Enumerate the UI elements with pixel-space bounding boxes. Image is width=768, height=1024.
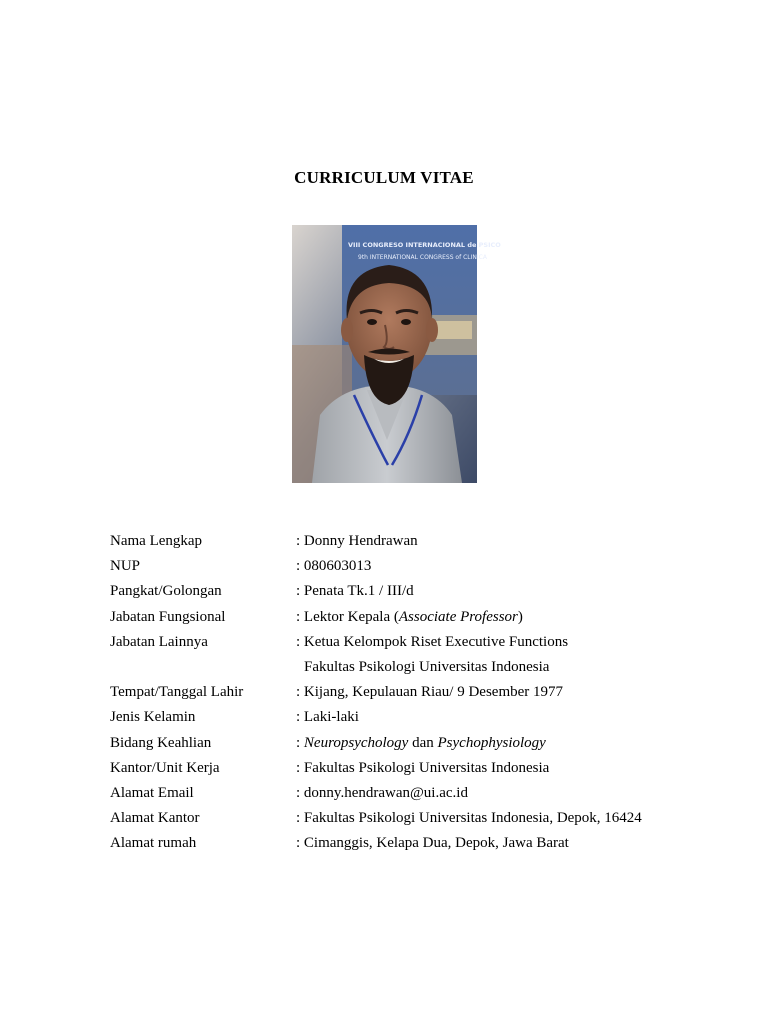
field-label: Pangkat/Golongan (110, 583, 222, 600)
field-value: : Donny Hendrawan (296, 533, 418, 549)
field-row-nup (110, 556, 710, 581)
field-row-tempat-tanggal-lahir (110, 682, 710, 707)
field-value: : Penata Tk.1 / III/d (296, 583, 414, 600)
field-row-jabatan-lainnya (110, 632, 710, 657)
field-label: Alamat Kantor (110, 810, 200, 827)
field-row-jabatan-lainnya-continued (110, 657, 710, 682)
field-value-continued: Fakultas Psikologi Universitas Indonesia (304, 658, 550, 675)
field-row-nama-lengkap (110, 531, 710, 556)
field-value: : Laki-laki (296, 709, 359, 726)
field-label: Kantor/Unit Kerja (110, 759, 220, 776)
field-value: : Cimanggis, Kelapa Dua, Depok, Jawa Barat (296, 835, 569, 852)
field-row-pangkat-golongan (110, 581, 710, 606)
profile-photo (292, 225, 501, 483)
field-value: : Lektor Kepala (Associate Professor) (296, 608, 523, 625)
field-label: Alamat rumah (110, 835, 197, 852)
field-label: Bidang Keahlian (110, 734, 212, 751)
field-value: : Fakultas Psikologi Universitas Indonesia (296, 759, 550, 776)
field-label: Nama Lengkap (110, 533, 203, 549)
field-label: Jenis Kelamin (110, 709, 196, 726)
field-label: Jabatan Fungsional (110, 608, 226, 625)
field-value: : Fakultas Psikologi Universitas Indonesia, Depok, 16424 (296, 810, 642, 827)
field-label: Alamat Email (110, 784, 194, 801)
field-row-jabatan-fungsional (110, 607, 710, 632)
field-row-alamat-kantor (110, 808, 710, 833)
field-label-empty (110, 657, 296, 682)
poster-text-2: 9th INTERNATIONAL CONGRESS of CLINICA (358, 254, 487, 261)
field-value: : Neuropsychology dan Psychophysiology (296, 734, 546, 751)
personal-info-table (110, 531, 710, 858)
field-row-bidang-keahlian (110, 733, 710, 758)
field-value: : Kijang, Kepulauan Riau/ 9 Desember 1977 (296, 684, 564, 701)
field-value: : donny.hendrawan@ui.ac.id (296, 784, 468, 801)
field-value: : Ketua Kelompok Riset Executive Functions (296, 633, 569, 650)
field-row-kantor-unit-kerja (110, 758, 710, 783)
field-row-jenis-kelamin (110, 707, 710, 732)
poster-text-1: VIII CONGRESO INTERNACIONAL de PSICO (348, 241, 501, 249)
document-title: CURRICULUM VITAE (294, 168, 474, 187)
field-label: NUP (110, 558, 141, 575)
field-label: Jabatan Lainnya (110, 633, 208, 650)
field-label: Tempat/Tanggal Lahir (110, 684, 244, 701)
field-row-alamat-email (110, 783, 710, 808)
field-value: : 080603013 (296, 558, 372, 575)
field-row-alamat-rumah (110, 833, 710, 858)
